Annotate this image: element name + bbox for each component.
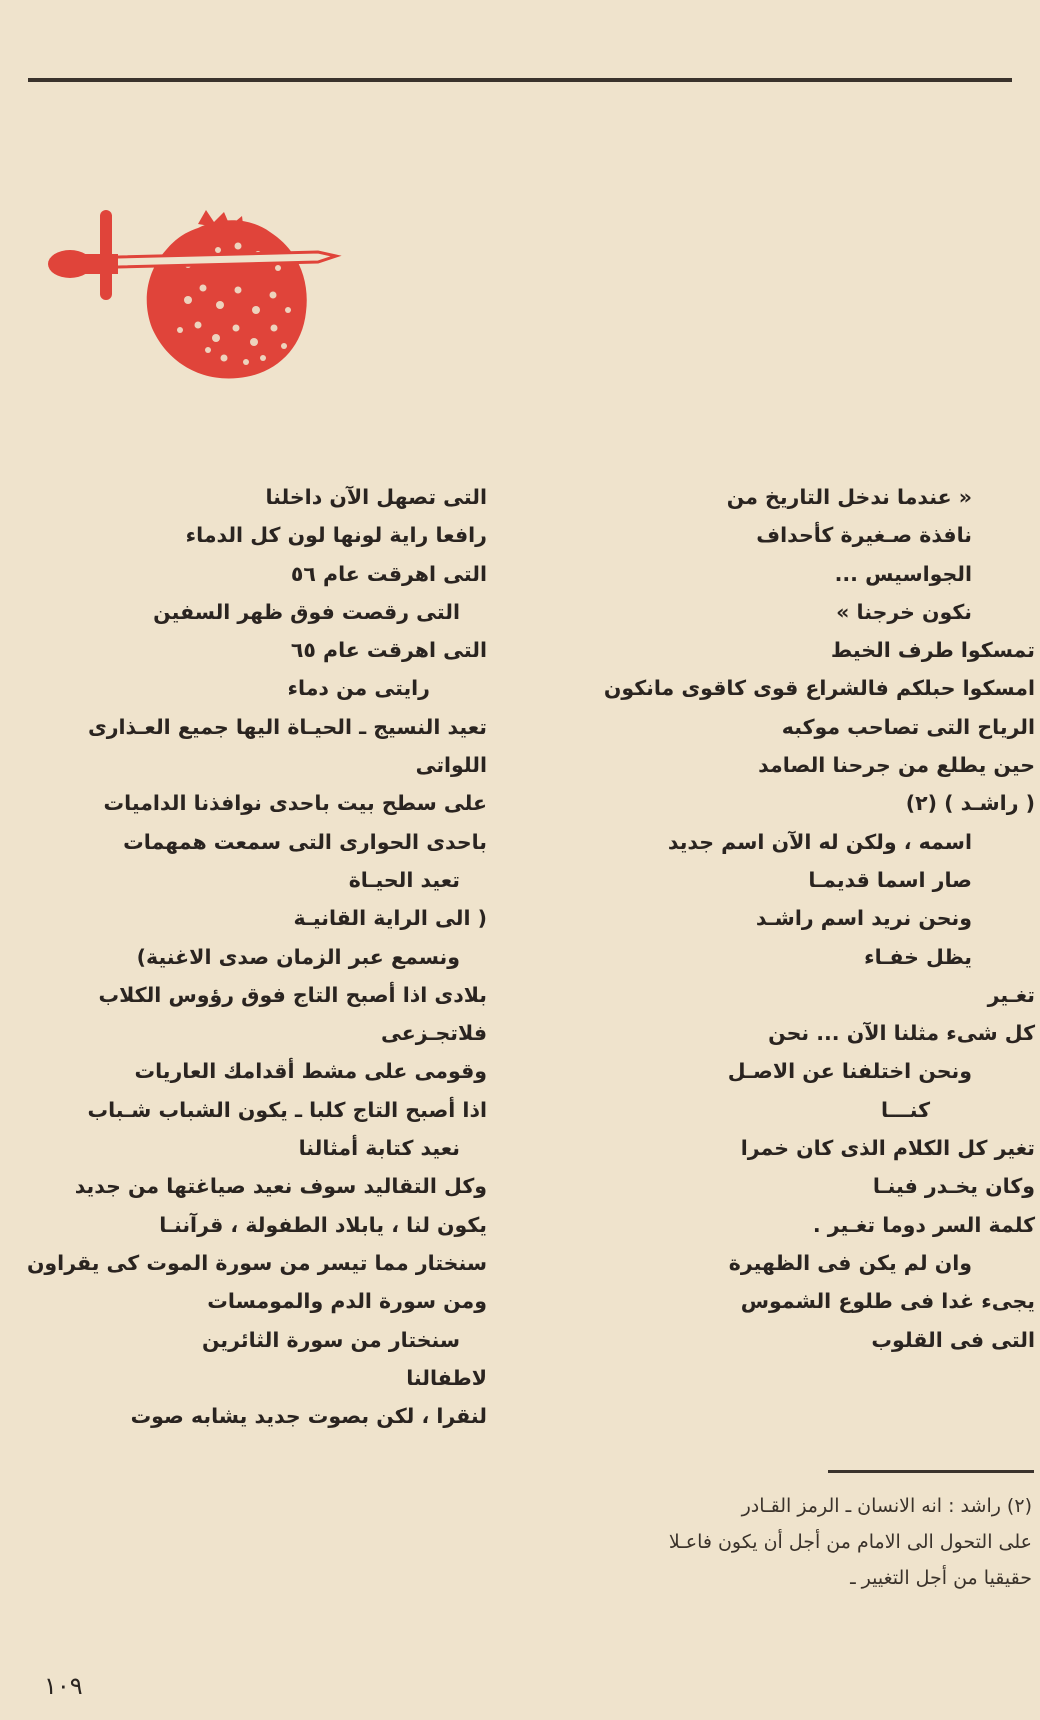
verse-line: يجىء غدا فى طلوع الشموس <box>740 1289 1035 1314</box>
verse-line: صار اسما قديمـا <box>808 867 972 892</box>
verse-line: لنقرا ، لكن بصوت جديد يشابه صوت <box>130 1404 487 1429</box>
verse-line: التى اهرقت عام ٥٦ <box>290 561 487 586</box>
verse-line: تغير كل الكلام الذى كان خمرا <box>740 1136 1035 1161</box>
verse-line: وكل التقاليد سوف نعيد صياغتها من جديد <box>74 1174 487 1199</box>
verse-line: التى رقصت فوق ظهر السفين <box>153 599 460 624</box>
verse-line: الجواسيس ... <box>834 561 972 586</box>
verse-line: حين يطلع من جرحنا الصامد <box>758 753 1035 778</box>
verse-line: تغـير <box>987 982 1035 1007</box>
verse-line: التى فى القلوب <box>871 1327 1035 1352</box>
page-number: ١٠٩ <box>44 1672 83 1700</box>
verse-line: رايتى من دماء <box>287 676 430 701</box>
verse-line: ونسمع عبر الزمان صدى الاغنية) <box>136 944 460 969</box>
verse-line: كنـــا <box>880 1097 930 1122</box>
verse-line: كلمة السر دوما تغـير . <box>812 1212 1035 1237</box>
verse-line: ( الى الراية القانيـة <box>293 906 487 931</box>
verse-line: ( راشـد ) (٢) <box>905 791 1035 816</box>
footnote-line: (٢) راشد : انه الانسان ـ الرمز القـادر <box>741 1495 1032 1517</box>
verse-line: نافذة صـغيرة كأحداف <box>756 523 972 548</box>
verse-line: فلاتجـزعى <box>381 1021 487 1046</box>
verse-line: سنختار من سورة الثائرين <box>201 1327 460 1352</box>
verse-line: نعيد كتابة أمثالنا <box>298 1136 460 1161</box>
sword-pomegranate-emblem-icon <box>48 210 348 390</box>
footnote <box>570 1488 1032 1596</box>
verse-line: وان لم يكن فى الظهيرة <box>728 1250 972 1275</box>
verse-line: وقومى على مشط أقدامك العاريات <box>134 1059 487 1084</box>
top-rule <box>28 78 1012 82</box>
verse-line: بلادى اذا أصبح التاج فوق رؤوس الكلاب <box>98 982 487 1007</box>
verse-line: على سطح بيت باحدى نوافذنا الداميات <box>103 791 487 816</box>
footnote-line: على التحول الى الامام من أجل أن يكون فاعـلا <box>668 1531 1032 1553</box>
verse-line: كل شىء مثلنا الآن ... نحن <box>768 1021 1035 1046</box>
verse-line: يظل خفـاء <box>864 944 972 969</box>
footnote-rule <box>828 1470 1034 1473</box>
verse-line: الرياح التى تصاحب موكبه <box>781 714 1035 739</box>
verse-line: اذا أصبح التاج كلبا ـ يكون الشباب شـباب <box>87 1097 487 1122</box>
verse-line: تعيد الحيـاة <box>348 867 460 892</box>
verse-line: رافعا راية لونها لون كل الدماء <box>185 523 487 548</box>
verse-line: سنختار مما تيسر من سورة الموت كى يقراون <box>26 1250 487 1275</box>
verse-line: اسمه ، ولكن له الآن اسم جديد <box>667 829 972 854</box>
verse-line: اللواتى <box>415 753 487 778</box>
verse-line: باحدى الحوارى التى سمعت همهمات <box>123 829 487 854</box>
verse-line: التى تصهل الآن داخلنا <box>265 485 487 509</box>
verse-line: يكون لنا ، يابلاد الطفولة ، قرآننـا <box>159 1212 487 1237</box>
verse-line: ونحن نريد اسم راشـد <box>755 906 972 931</box>
verse-line: تمسكوا طرف الخيط <box>830 638 1035 663</box>
verse-line: « عندما ندخل التاريخ من <box>726 485 972 509</box>
verse-line: وكان يخـدر فينـا <box>872 1174 1035 1199</box>
verse-line: لاطفالنا <box>406 1365 487 1390</box>
verse-line: ومن سورة الدم والمومسات <box>207 1289 487 1314</box>
verse-line: امسكوا حبلكم فالشراع قوى كاقوى مانكون <box>603 676 1035 701</box>
verse-line: ونحن اختلفنا عن الاصـل <box>727 1059 972 1084</box>
poem-left-column <box>20 478 490 1435</box>
verse-line: التى اهرقت عام ٦٥ <box>290 638 487 663</box>
verse-line: نكون خرجنا » <box>836 599 972 624</box>
footnote-line: حقيقيا من أجل التغيير ـ <box>850 1567 1032 1589</box>
verse-line: تعيد النسيج ـ الحيـاة اليها جميع العـذارى <box>87 714 487 739</box>
poem-right-column <box>570 478 1040 1359</box>
